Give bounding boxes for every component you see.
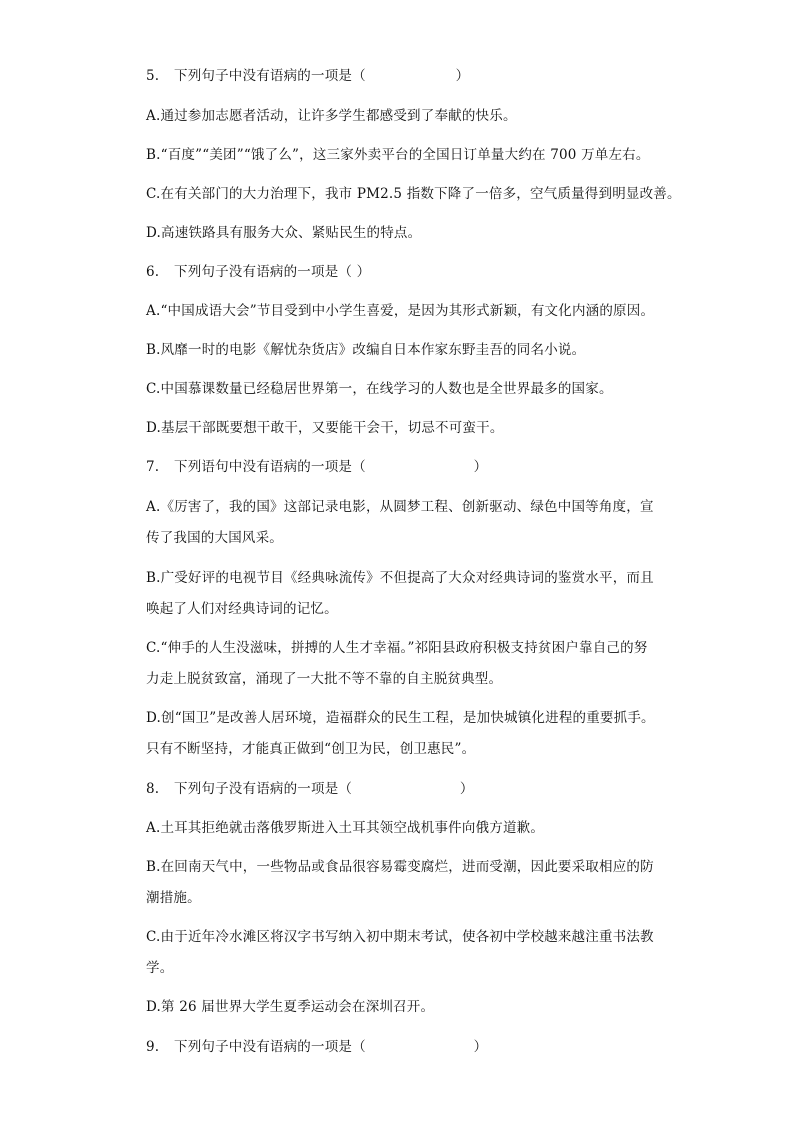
question-8-option-c-line-1: C.由于近年冷水滩区将汉字书写纳入初中期末考试，使各初中学校越来越注重书法教 xyxy=(146,929,654,945)
question-stem-text: 下列句子没有语病的一项是（ ） xyxy=(174,781,474,797)
question-5-stem xyxy=(146,66,469,86)
question-7-option-a-line-1: A.《厉害了，我的国》这部记录电影，从圆梦工程、创新驱动、绿色中国等角度，宣 xyxy=(146,499,654,515)
question-6-option-d: D.基层干部既要想干敢干，又要能干会干，切忌不可蛮干。 xyxy=(146,420,504,436)
question-number: 5. xyxy=(146,68,160,84)
question-6-option-a: A.“中国成语大会”节目受到中小学生喜爱，是因为其形式新颖，有文化内涵的原因。 xyxy=(146,303,655,319)
question-8-option-b-line-2: 潮措施。 xyxy=(146,890,201,906)
question-5-option-b: B.“百度”“美团”“饿了么”，这三家外卖平台的全国日订单量大约在 700 万单左右。 xyxy=(146,147,650,163)
question-7-option-a-line-2: 传了我国的大国风采。 xyxy=(146,530,283,546)
question-stem-text: 下列语句中没有语病的一项是（ ） xyxy=(174,459,488,475)
question-8-stem xyxy=(146,779,474,799)
question-5-option-a: A.通过参加志愿者活动，让许多学生都感受到了奉献的快乐。 xyxy=(146,108,517,124)
question-9-stem xyxy=(146,1037,487,1057)
question-8-option-a: A.土耳其拒绝就击落俄罗斯进入土耳其领空战机事件向俄方道歉。 xyxy=(146,820,545,836)
question-number: 9. xyxy=(146,1039,160,1055)
question-6-stem xyxy=(146,262,370,282)
question-stem-text: 下列句子中没有语病的一项是（ ） xyxy=(174,1039,488,1055)
question-5-option-d: D.高速铁路具有服务大众、紧贴民生的特点。 xyxy=(146,225,422,241)
question-8-option-c-line-2: 学。 xyxy=(146,960,174,976)
question-stem-text: 下列句子没有语病的一项是（ ） xyxy=(174,264,371,280)
question-7-option-b-line-1: B.广受好评的电视节目《经典咏流传》不但提高了大众对经典诗词的鉴赏水平，而且 xyxy=(146,570,654,586)
question-7-option-d-line-2: 只有不断坚持，才能真正做到“创卫为民，创卫惠民”。 xyxy=(146,741,476,757)
question-number: 8. xyxy=(146,781,160,797)
question-8-option-b-line-1: B.在回南天气中，一些物品或食品很容易霉变腐烂，进而受潮，因此要采取相应的防 xyxy=(146,859,654,875)
question-5-option-c: C.在有关部门的大力治理下，我市 PM2.5 指数下降了一倍多，空气质量得到明显改善。 xyxy=(146,186,681,202)
question-7-option-c-line-2: 力走上脱贫致富，涌现了一大批不等不靠的自主脱贫典型。 xyxy=(146,671,503,687)
question-7-option-d-line-1: D.创“国卫”是改善人居环境，造福群众的民生工程，是加快城镇化进程的重要抓手。 xyxy=(146,710,655,726)
question-number: 7. xyxy=(146,459,160,475)
question-6-option-c: C.中国慕课数量已经稳居世界第一，在线学习的人数也是全世界最多的国家。 xyxy=(146,381,613,397)
question-stem-text: 下列句子中没有语病的一项是（ ） xyxy=(174,68,470,84)
question-6-option-b: B.风靡一时的电影《解忧杂货店》改编自日本作家东野圭吾的同名小说。 xyxy=(146,342,586,358)
question-8-option-d: D.第 26 届世界大学生夏季运动会在深圳召开。 xyxy=(146,999,435,1015)
question-7-option-c-line-1: C.“伸手的人生没滋味，拼搏的人生才幸福。”祁阳县政府积极支持贫困户靠自己的努 xyxy=(146,640,648,656)
question-7-stem xyxy=(146,457,487,477)
question-7-option-b-line-2: 唤起了人们对经典诗词的记忆。 xyxy=(146,601,338,617)
question-number: 6. xyxy=(146,264,160,280)
